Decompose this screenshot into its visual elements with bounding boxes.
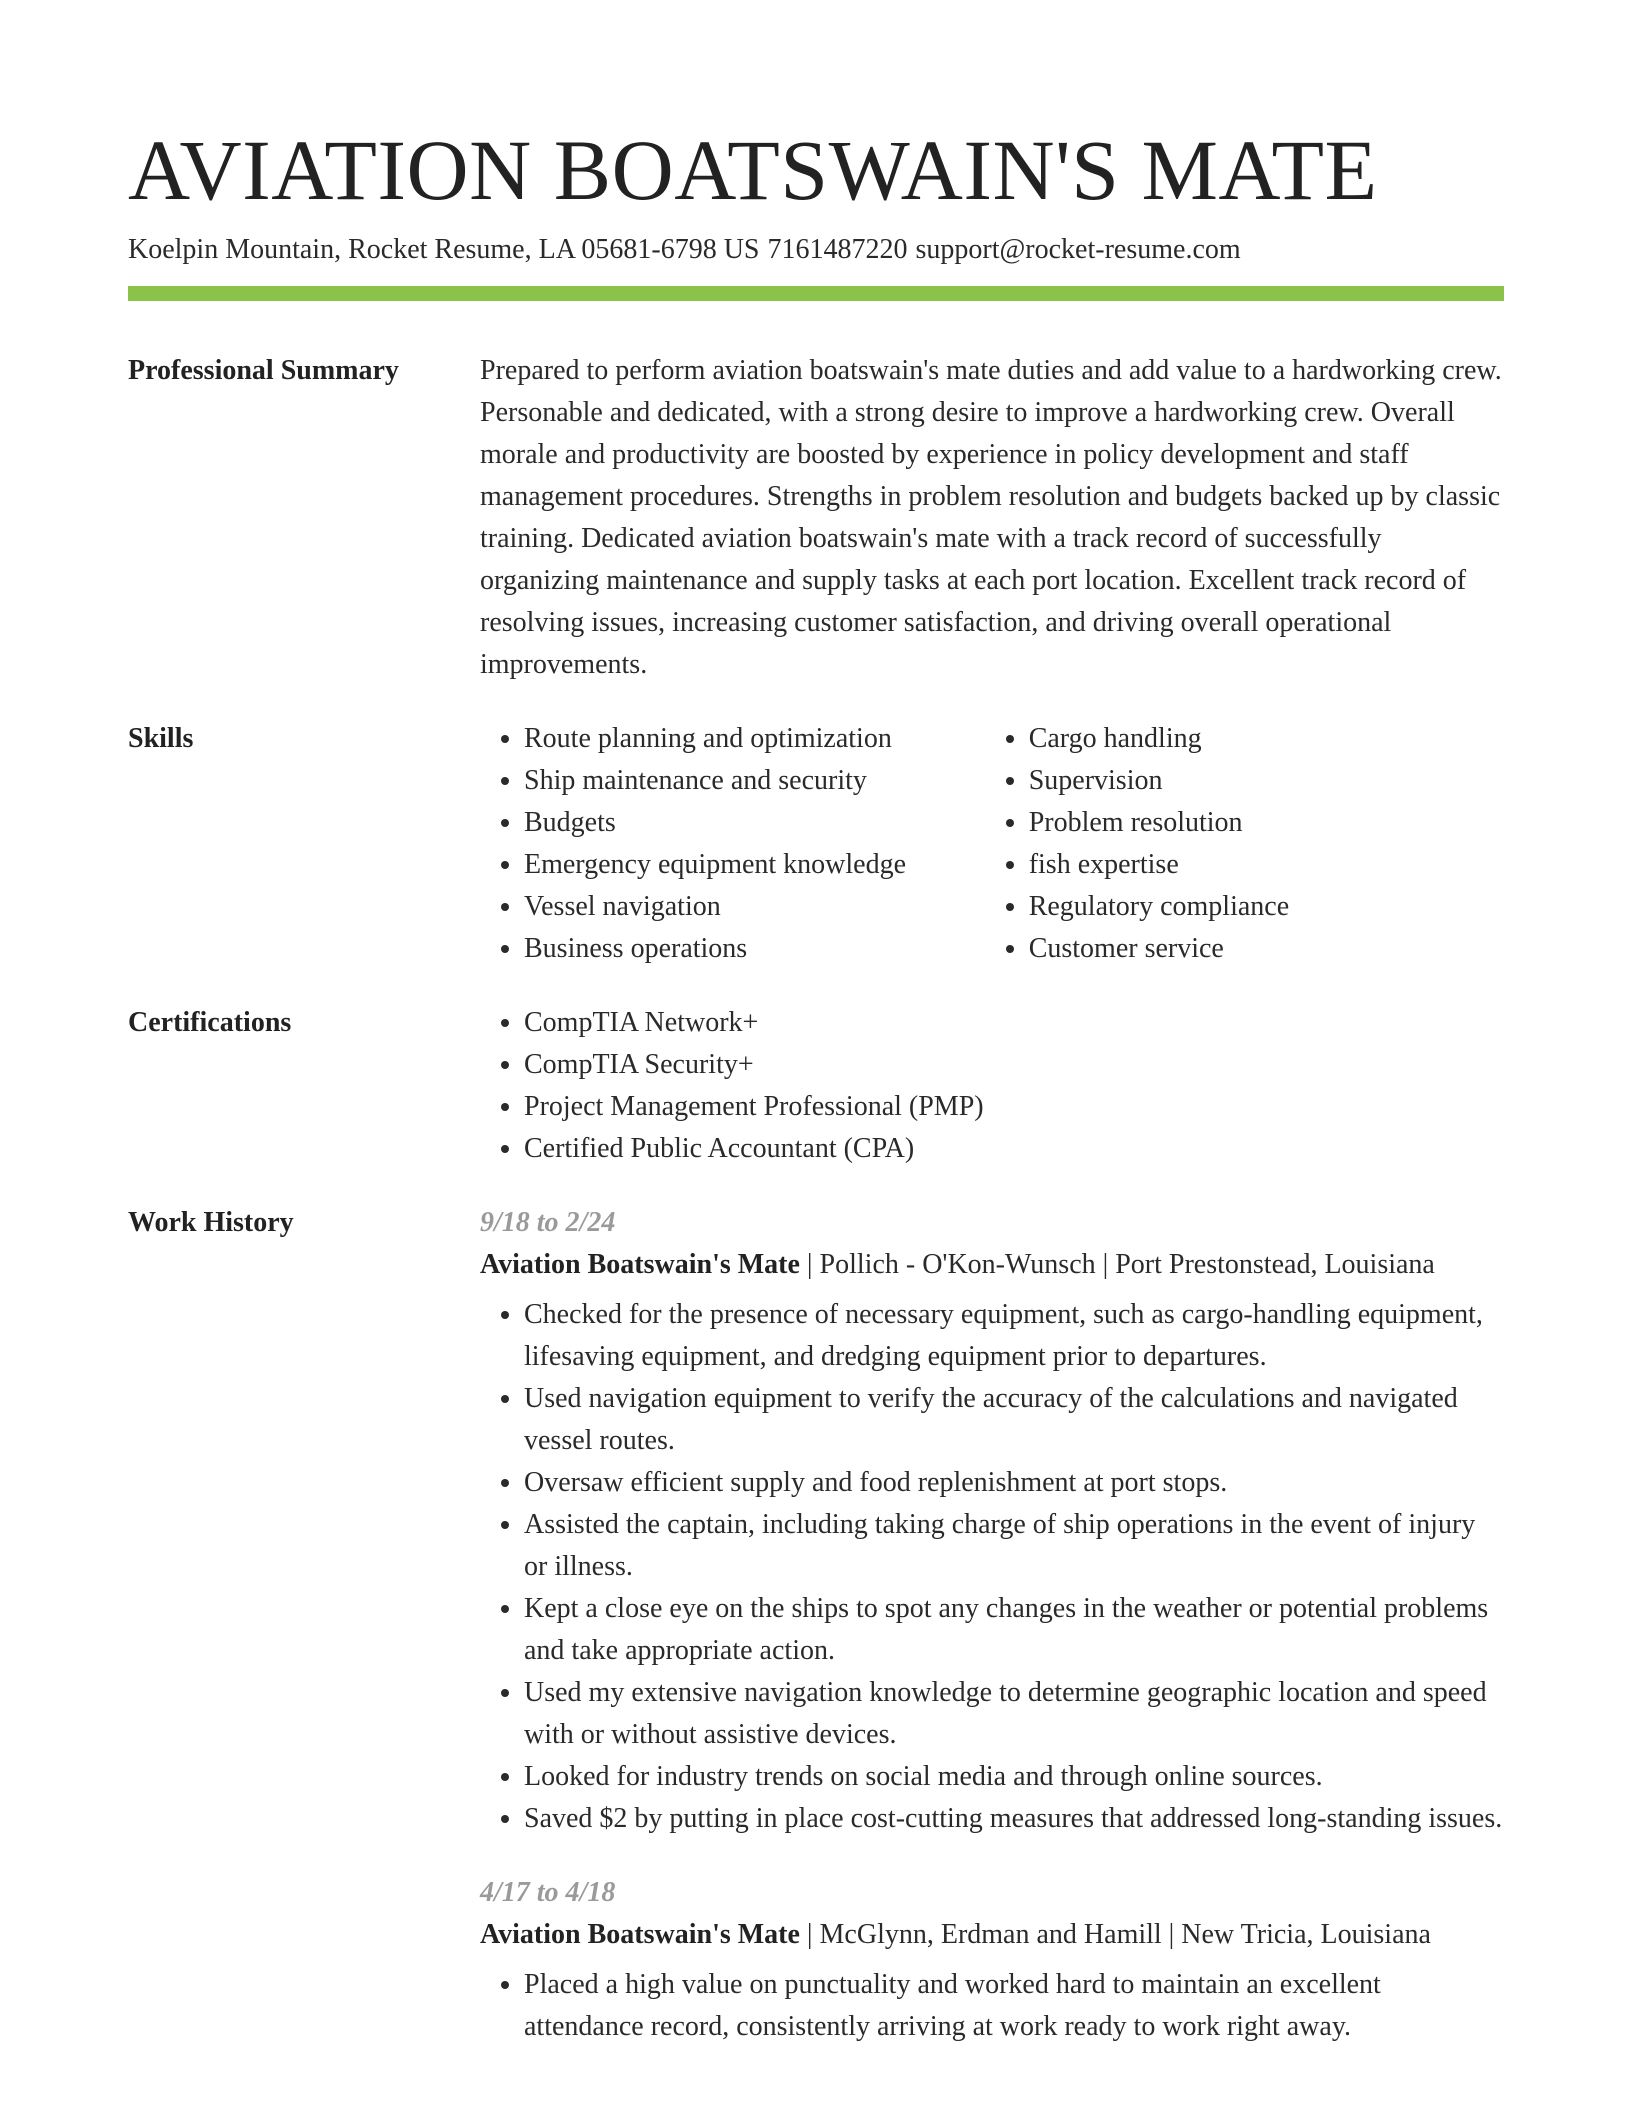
skill-item: • fish expertise [1029, 844, 1504, 886]
job-duty: • Saved $2 by putting in place cost-cutting measures that addressed long-standing issues. [524, 1798, 1504, 1840]
job-duty: • Kept a close eye on the ships to spot any changes in the weather or potential problems and take appropriate action. [524, 1588, 1504, 1672]
header-divider [128, 286, 1504, 301]
summary-text: Prepared to perform aviation boatswain's mate duties and add value to a hardworking crew. Personable and dedicated, with a strong desire to improve a hardworking crew. Overall morale and productivity are boosted by experience in policy development and staff management procedures. Strengths in problem resolution and budgets backed up by classic training. Dedicated aviation boatswain's mate with a track record of successfully organizing maintenance and supply tasks at each port location. Excellent track record of resolving issues, increasing customer satisfaction, and driving overall operational improvements. [480, 355, 1502, 680]
skill-item: • Business operations [524, 928, 985, 970]
job-dates: 4/17 to 4/18 [480, 1877, 616, 1908]
job-duty: • Used navigation equipment to verify the accuracy of the calculations and navigated vessel routes. [524, 1378, 1504, 1462]
certification-item: • Certified Public Accountant (CPA) [524, 1128, 1504, 1170]
skills-section [128, 718, 1504, 970]
job-heading [480, 1914, 1504, 1956]
resume-name: AVIATION BOATSWAIN'S MATE [128, 122, 1378, 218]
job-duty: • Oversaw efficient supply and food replenishment at port stops. [524, 1462, 1504, 1504]
job-duty: • Assisted the captain, including taking charge of ship operations in the event of injury or illness. [524, 1504, 1504, 1588]
contact-email: support@rocket-resume.com [915, 234, 1241, 265]
job-heading [480, 1244, 1504, 1286]
contact-phone: 7161487220 [767, 234, 908, 265]
skill-item: • Problem resolution [1029, 802, 1504, 844]
skill-item: • Supervision [1029, 760, 1504, 802]
summary-body [480, 350, 1504, 686]
job-duties-list [480, 1964, 1504, 2048]
certification-item: • CompTIA Network+ [524, 1002, 1504, 1044]
job-duties-list [480, 1294, 1504, 1840]
skill-item: • Ship maintenance and security [524, 760, 985, 802]
certification-item: • CompTIA Security+ [524, 1044, 1504, 1086]
summary-section [128, 350, 1504, 686]
job-entry [480, 1872, 1504, 2048]
contact-line [128, 232, 1249, 268]
skill-item: • Route planning and optimization [524, 718, 985, 760]
job-duty: • Used my extensive navigation knowledge to determine geographic location and speed with or without assistive devices. [524, 1672, 1504, 1756]
work-history-section [128, 1202, 1504, 2080]
skills-list-left [480, 718, 985, 970]
summary-heading: Professional Summary [128, 355, 399, 386]
skill-item: • Vessel navigation [524, 886, 985, 928]
certifications-heading: Certifications [128, 1007, 292, 1038]
certification-item: • Project Management Professional (PMP) [524, 1086, 1504, 1128]
skill-item: • Cargo handling [1029, 718, 1504, 760]
skills-body [480, 718, 1504, 970]
certifications-section [128, 1002, 1504, 1170]
contact-address: Koelpin Mountain, Rocket Resume, LA 05681-6798 US [128, 234, 760, 265]
job-employer-location: | McGlynn, Erdman and Hamill | New Tricia, Louisiana [799, 1919, 1431, 1950]
skill-item: • Customer service [1029, 928, 1504, 970]
skills-heading: Skills [128, 723, 194, 754]
skill-item: • Budgets [524, 802, 985, 844]
work-history-body [480, 1202, 1504, 2080]
certifications-body [480, 1002, 1504, 1170]
skill-item: • Emergency equipment knowledge [524, 844, 985, 886]
job-entry [480, 1202, 1504, 1840]
certifications-list [480, 1002, 1504, 1170]
job-title: Aviation Boatswain's Mate [480, 1249, 800, 1280]
job-title: Aviation Boatswain's Mate [480, 1919, 800, 1950]
skill-item: • Regulatory compliance [1029, 886, 1504, 928]
job-duty: • Looked for industry trends on social media and through online sources. [524, 1756, 1504, 1798]
skills-list-right [985, 718, 1504, 970]
work-history-heading: Work History [128, 1207, 294, 1238]
job-duty: • Placed a high value on punctuality and worked hard to maintain an excellent attendance record, consistently arriving at work ready to work right away. [524, 1964, 1504, 2048]
job-dates: 9/18 to 2/24 [480, 1207, 616, 1238]
resume-sections [128, 350, 1504, 2080]
job-employer-location: | Pollich - O'Kon-Wunsch | Port Prestonstead, Louisiana [799, 1249, 1435, 1280]
job-duty: • Checked for the presence of necessary equipment, such as cargo-handling equipment, lifesaving equipment, and dredging equipment prior to departures. [524, 1294, 1504, 1378]
